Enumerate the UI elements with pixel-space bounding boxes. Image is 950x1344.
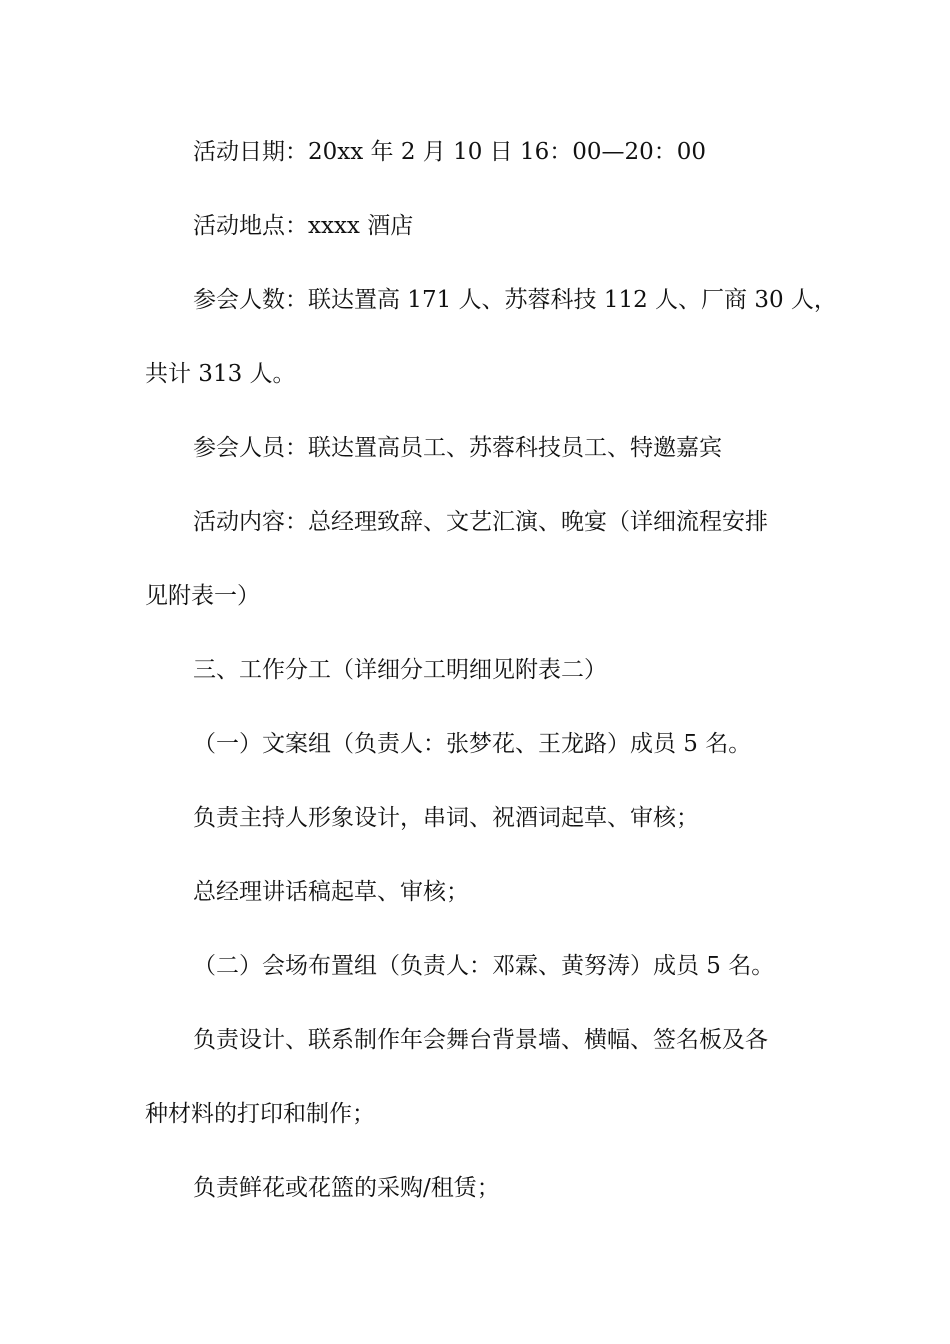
paragraph-activity-location xyxy=(145,189,825,263)
text-line: 见附表一） xyxy=(145,583,260,609)
paragraph-activity-content xyxy=(145,485,825,559)
subheading-copywriting-group xyxy=(145,707,825,781)
paragraph-activity-content-continued xyxy=(145,559,825,633)
text-line: 活动日期：20xx 年 2 月 10 日 16：00—20：00 xyxy=(193,139,707,165)
paragraph-host-duties xyxy=(145,781,825,855)
text-line: 负责鲜花或花篮的采购/租赁； xyxy=(193,1175,500,1201)
paragraph-flowers xyxy=(145,1151,825,1225)
paragraph-attendee-count xyxy=(145,263,837,337)
text-line: 活动地点：xxxx 酒店 xyxy=(193,213,414,239)
text-line: 参会人员：联达置高员工、苏蓉科技员工、特邀嘉宾 xyxy=(193,435,722,461)
section-heading-work-division xyxy=(145,633,825,707)
text-line: （一）文案组（负责人：张梦花、王龙路）成员 5 名。 xyxy=(193,731,752,757)
text-line: 负责主持人形象设计，串词、祝酒词起草、审核； xyxy=(193,805,699,831)
text-line: 总经理讲话稿起草、审核； xyxy=(193,879,469,905)
text-line: 参会人数：联达置高 171 人、苏蓉科技 112 人、厂商 30 人， xyxy=(193,287,837,313)
text-line: 种材料的打印和制作； xyxy=(145,1101,375,1127)
text-line: 共计 313 人。 xyxy=(145,361,296,387)
paragraph-activity-date xyxy=(145,115,825,189)
paragraph-stage-design xyxy=(145,1003,825,1077)
paragraph-attendees xyxy=(145,411,825,485)
subheading-venue-group xyxy=(145,929,825,1003)
paragraph-stage-design-continued xyxy=(145,1077,825,1151)
text-line: 活动内容：总经理致辞、文艺汇演、晚宴（详细流程安排 xyxy=(193,509,768,535)
paragraph-speech-draft xyxy=(145,855,825,929)
text-line: （二）会场布置组（负责人：邓霖、黄努涛）成员 5 名。 xyxy=(193,953,775,979)
text-line: 三、工作分工（详细分工明细见附表二） xyxy=(193,657,607,683)
paragraph-attendee-count-continued xyxy=(145,337,825,411)
text-line: 负责设计、联系制作年会舞台背景墙、横幅、签名板及各 xyxy=(193,1027,768,1053)
